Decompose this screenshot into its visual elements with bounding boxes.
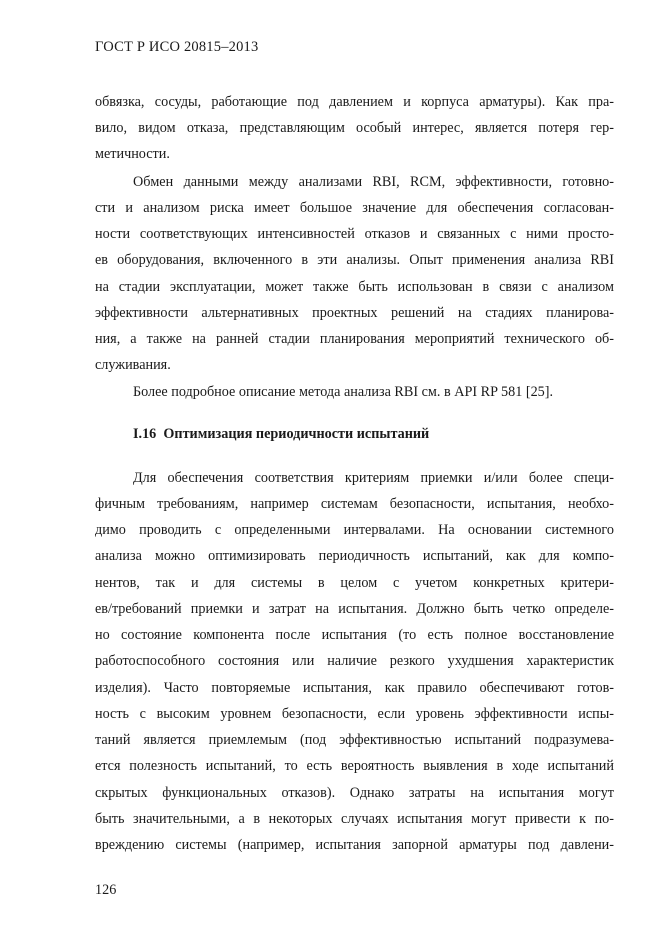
text-line: нентов, так и для системы в целом с учетом конкретных критери-	[95, 575, 614, 591]
text-line: скрытых функциональных отказов). Однако затраты на испытания могут	[95, 785, 614, 801]
text-line: сти и анализом риска имеет большое значение для обеспечения согласован-	[95, 200, 614, 216]
text-line: ев оборудования, включенного в эти анализы. Опыт применения анализа RBI	[95, 252, 614, 268]
text-line: ности соответствующих интенсивностей отказов и связанных с ними просто-	[95, 226, 614, 242]
text-line: на стадии эксплуатации, может также быть использован в связи с анализом	[95, 279, 614, 295]
text-line: метичности.	[95, 146, 170, 162]
text-line: ев/требований приемки и затрат на испытания. Должно быть четко определе-	[95, 601, 614, 617]
text-line: димо проводить с определенными интервалами. На основании системного	[95, 522, 614, 538]
text-line: Обмен данными между анализами RBI, RCM, эффективности, готовно-	[133, 174, 614, 190]
text-line: Для обеспечения соответствия критериям приемки и/или более специ-	[133, 470, 614, 486]
text-line: но состояние компонента после испытания (то есть полное восстановление	[95, 627, 614, 643]
text-line: служивания.	[95, 357, 171, 373]
text-line: эффективности альтернативных проектных решений на стадиях планирова-	[95, 305, 614, 321]
section-title: Оптимизация периодичности испытаний	[163, 426, 430, 442]
text-line: вило, видом отказа, представляющим особый интерес, является потеря гер-	[95, 120, 614, 136]
section-number: I.16	[133, 426, 157, 442]
section-heading	[133, 424, 429, 444]
text-line: ется полезность испытаний, то есть вероятность выявления в ходе испытаний	[95, 758, 614, 774]
text-line: обвязка, сосуды, работающие под давлением и корпуса арматуры). Как пра-	[95, 94, 614, 110]
text-line: изделия). Часто повторяемые испытания, как правило обеспечивают готов-	[95, 680, 614, 696]
text-line: фичным требованиям, например системам безопасности, испытания, необхо-	[95, 496, 614, 512]
text-line: анализа можно оптимизировать периодичность испытаний, как для компо-	[95, 548, 614, 564]
text-line: ность с высоким уровнем безопасности, если уровень эффективности испы-	[95, 706, 614, 722]
text-line: работоспособного состояния или наличие резкого ухудшения характеристик	[95, 653, 614, 669]
document-header: ГОСТ Р ИСО 20815–2013	[95, 39, 259, 55]
text-line: вреждению системы (например, испытания запорной арматуры под давлени-	[95, 837, 614, 853]
text-line: таний является приемлемым (под эффективностью испытаний подразумева-	[95, 732, 614, 748]
text-line: быть значительными, а в некоторых случаях испытания могут привести к по-	[95, 811, 614, 827]
text-line: ния, а также на ранней стадии планирования мероприятий технического об-	[95, 331, 614, 347]
text-line: Более подробное описание метода анализа RBI см. в API RP 581 [25].	[133, 384, 554, 400]
page-number: 126	[95, 882, 117, 898]
